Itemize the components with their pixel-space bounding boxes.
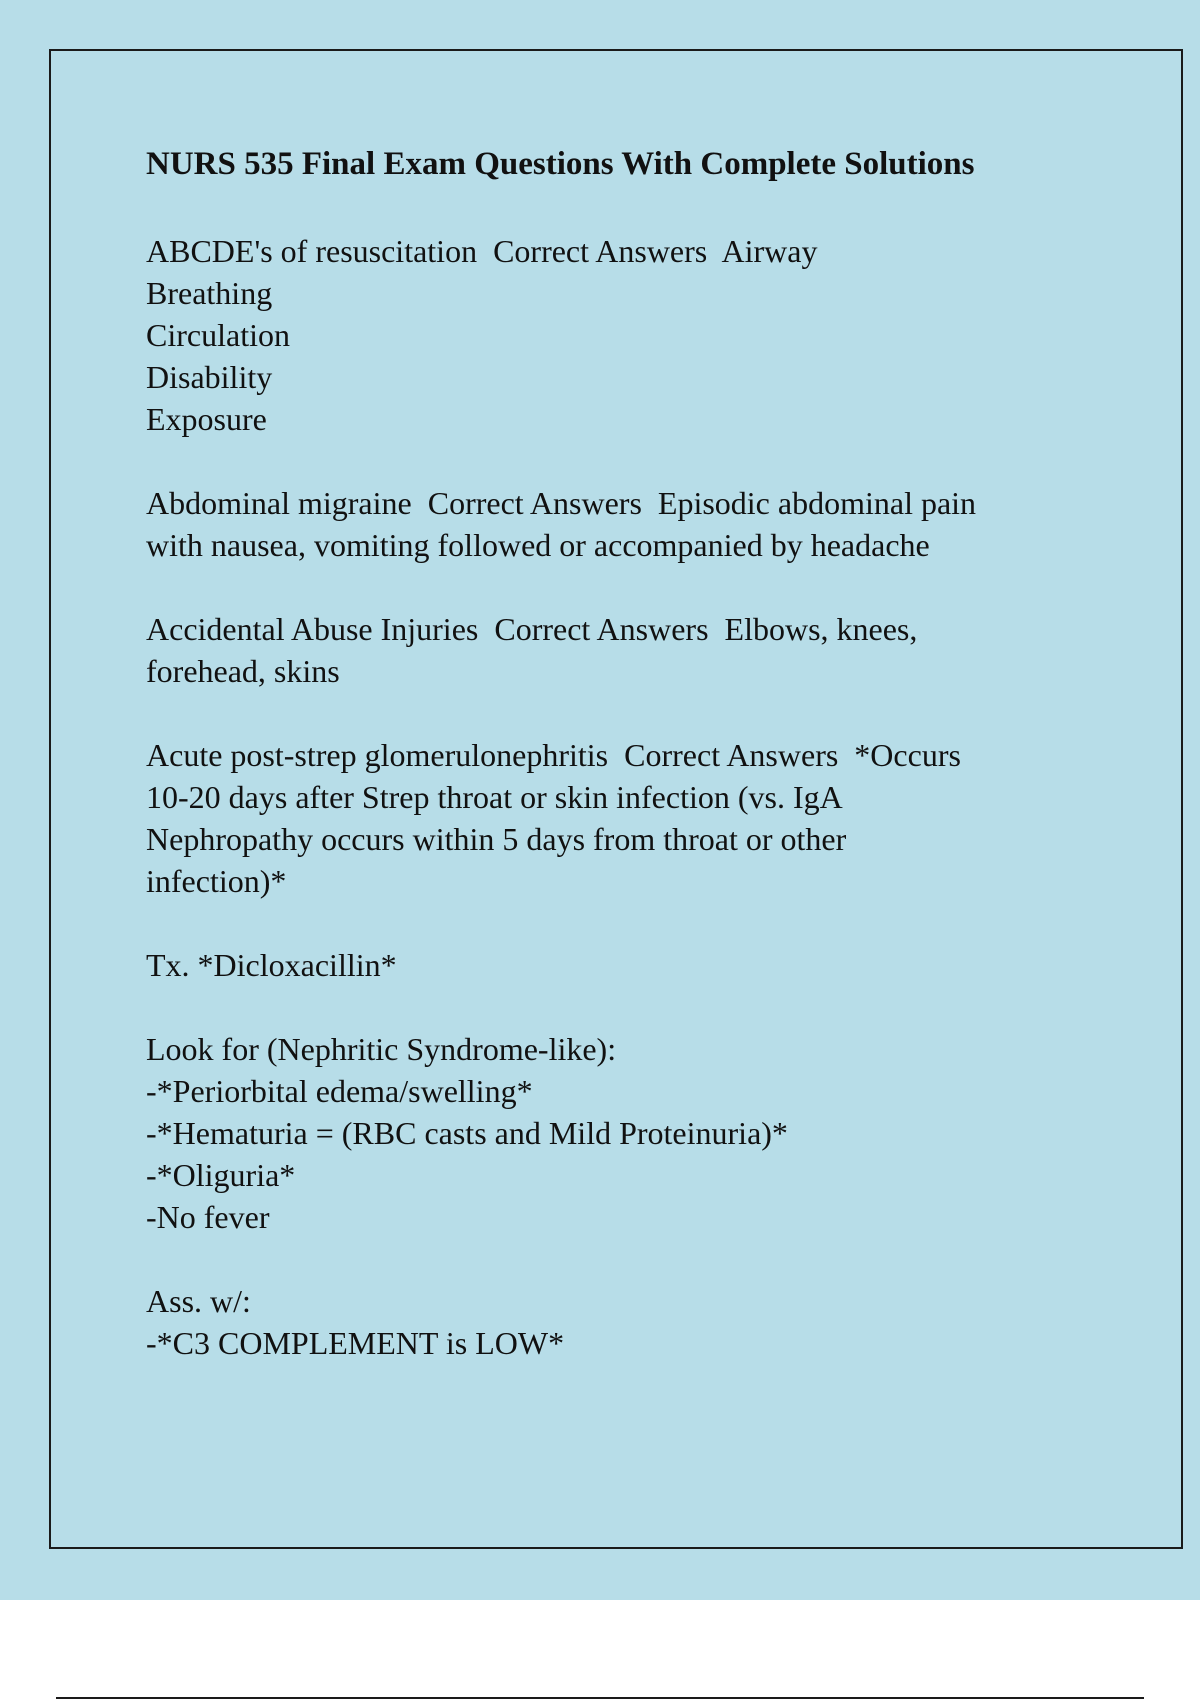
qa-answer: Airway [721,233,818,269]
qa-answer-line: forehead, skins [146,653,340,689]
bottom-divider [56,1697,1144,1699]
qa-answer: *Occurs [854,737,961,773]
symptom-list [146,1028,1106,1238]
qa-entry [146,230,1106,440]
qa-answer: Elbows, knees, [724,611,918,647]
qa-answer: Episodic abdominal pain [657,485,977,521]
note-line: Ass. w/: [146,1283,251,1319]
qa-entry [146,608,1106,692]
qa-first-line [146,734,1106,776]
qa-answer-line: Exposure [146,401,267,437]
qa-answer-line: with nausea, vomiting followed or accompanied by headache [146,527,930,563]
qa-separator: Correct Answers [411,485,658,521]
qa-answer-line: Disability [146,359,273,395]
qa-answer-line: 10-20 days after Strep throat or skin infection (vs. IgA [146,779,843,815]
qa-separator: Correct Answers [608,737,855,773]
qa-term: Accidental Abuse Injuries [146,611,479,647]
note-line: -No fever [146,1199,270,1235]
qa-separator: Correct Answers [478,611,725,647]
treatment-note [146,944,1106,986]
note-line: -*Oliguria* [146,1157,296,1193]
note-line: -*Periorbital edema/swelling* [146,1073,533,1109]
qa-term: Acute post-strep glomerulonephritis [146,737,609,773]
qa-entry [146,734,1106,902]
note-line: -*Hematuria = (RBC casts and Mild Proteinuria)* [146,1115,788,1151]
qa-entry [146,482,1106,566]
document-body [146,140,1106,1406]
note-line: Tx. *Dicloxacillin* [146,947,397,983]
qa-answer-line: Breathing [146,275,273,311]
note-line: Look for (Nephritic Syndrome-like): [146,1031,617,1067]
qa-term: ABCDE's of resuscitation [146,233,478,269]
qa-answer-line: infection)* [146,863,287,899]
qa-answer-line: Nephropathy occurs within 5 days from throat or other [146,821,847,857]
qa-first-line [146,230,1106,272]
qa-first-line [146,482,1106,524]
qa-term: Abdominal migraine [146,485,412,521]
association-note [146,1280,1106,1364]
qa-answer-line: Circulation [146,317,290,353]
note-line: -*C3 COMPLEMENT is LOW* [146,1325,565,1361]
document-title: NURS 535 Final Exam Questions With Complete Solutions [146,146,975,182]
qa-first-line [146,608,1106,650]
qa-separator: Correct Answers [477,233,722,269]
